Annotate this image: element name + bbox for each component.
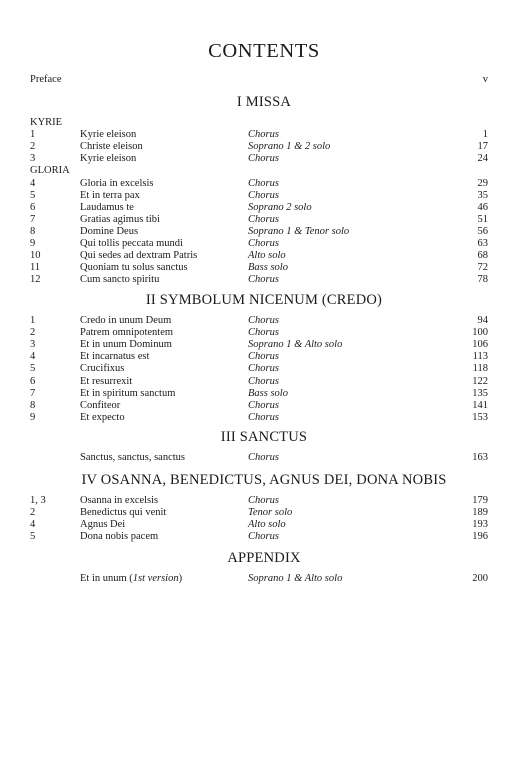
- section-title: IV OSANNA, BENEDICTUS, AGNUS DEI, DONA NOBIS: [81, 472, 447, 488]
- toc-entry[interactable]: [0, 531, 528, 543]
- entry-name: [80, 214, 160, 226]
- entry-name: [80, 363, 124, 375]
- entry-number: 8: [30, 399, 36, 411]
- toc-entry[interactable]: [0, 327, 528, 339]
- section-title: APPENDIX: [227, 550, 301, 566]
- entry-voice: Chorus: [248, 363, 279, 375]
- entry-voice: Soprano 1 & 2 solo: [248, 141, 331, 153]
- toc-entry[interactable]: [0, 129, 528, 141]
- entry-number: 7: [30, 213, 36, 225]
- entry-voice: Soprano 1 & Alto solo: [248, 573, 343, 584]
- toc-entry[interactable]: [0, 519, 528, 531]
- entry-note: 1st version: [132, 573, 179, 584]
- entry-name: [80, 388, 175, 400]
- toc-entry[interactable]: [0, 274, 528, 286]
- entry-number: 2: [30, 141, 36, 153]
- entry-number: 8: [30, 225, 36, 237]
- entry-voice: Chorus: [248, 153, 279, 165]
- entry-number: 6: [30, 375, 36, 387]
- preface-label: Preface: [30, 74, 62, 85]
- entry-number: 4: [30, 177, 36, 189]
- entry-voice: Chorus: [248, 129, 279, 141]
- toc-entry[interactable]: [0, 190, 528, 202]
- entry-number: 1: [30, 129, 36, 141]
- toc-entry[interactable]: [0, 202, 528, 214]
- entry-title: Kyrie eleison: [80, 129, 137, 141]
- entry-title: Kyrie eleison: [80, 153, 137, 165]
- entry-voice: Chorus: [248, 327, 279, 339]
- entry-page: 106: [472, 339, 488, 351]
- entry-title: Et in spiritum sanctum: [80, 387, 176, 399]
- entry-page: 51: [477, 213, 488, 225]
- entry-name: [80, 452, 185, 464]
- entry-voice: Soprano 1 & Alto solo: [248, 339, 343, 351]
- toc-entry[interactable]: [0, 388, 528, 400]
- entry-page: 122: [472, 375, 488, 387]
- entry-voice: Alto solo: [248, 250, 286, 262]
- entry-voice: Chorus: [248, 452, 279, 463]
- entry-voice: Soprano 2 solo: [248, 201, 312, 213]
- entry-name: [80, 202, 134, 214]
- toc-entry[interactable]: [0, 262, 528, 274]
- entry-title: Cum sancto spiritu: [80, 274, 160, 286]
- entry-name: [80, 412, 125, 424]
- page-title: CONTENTS: [208, 40, 320, 62]
- entry-number: 12: [30, 274, 41, 286]
- entry-page: 72: [477, 262, 488, 274]
- entry-number: 10: [30, 250, 41, 262]
- toc-entry[interactable]: [0, 141, 528, 153]
- toc-entry[interactable]: [0, 573, 528, 585]
- entry-page: 94: [477, 315, 488, 326]
- entry-name: [80, 141, 143, 153]
- entry-page: 56: [477, 225, 488, 237]
- entry-voice: Bass solo: [248, 262, 288, 274]
- entry-number: 1, 3: [30, 495, 46, 506]
- entry-title: Et in unum: [80, 573, 127, 584]
- entry-name: [80, 495, 158, 507]
- toc-entry[interactable]: [0, 400, 528, 412]
- entry-voice: Chorus: [248, 375, 279, 387]
- entry-page: 118: [472, 363, 488, 375]
- entry-title: Laudamus te: [80, 201, 134, 213]
- entry-number: 2: [30, 507, 36, 519]
- toc-entry[interactable]: [0, 178, 528, 190]
- entry-page: 68: [477, 250, 488, 262]
- entry-title: Et expecto: [80, 411, 125, 423]
- section-title: II SYMBOLUM NICENUM (CREDO): [145, 292, 383, 308]
- entry-title: Agnus Dei: [80, 519, 126, 531]
- preface-row: [30, 74, 488, 88]
- toc-entry[interactable]: [0, 315, 528, 327]
- entry-title: Benedictus qui venit: [80, 507, 167, 519]
- entry-page: 113: [472, 351, 488, 363]
- entry-number: 7: [30, 387, 36, 399]
- entry-number: 9: [30, 238, 36, 249]
- entry-number: 11: [30, 262, 41, 274]
- entry-name: [80, 250, 197, 262]
- entry-name: Et in unum (1st version): [80, 573, 183, 584]
- entry-name: [80, 178, 153, 190]
- entry-page: 29: [477, 177, 488, 189]
- entry-name: [80, 238, 183, 250]
- entry-voice: Chorus: [248, 411, 279, 423]
- entry-title: Credo in unum Deum: [80, 315, 172, 326]
- entry-number: 5: [30, 531, 36, 543]
- toc-entry[interactable]: [0, 238, 528, 250]
- entry-title: Et in terra pax: [80, 189, 140, 201]
- entry-title: Et in unum Dominum: [80, 339, 172, 351]
- toc-entry[interactable]: [0, 226, 528, 238]
- entry-page: 135: [472, 387, 488, 399]
- entry-page: 63: [477, 238, 488, 249]
- entry-title: Crucifixus: [80, 363, 125, 375]
- toc-entry[interactable]: [0, 214, 528, 226]
- toc-entry[interactable]: [0, 339, 528, 351]
- entry-title: Osanna in excelsis: [80, 495, 159, 506]
- entry-page: 24: [477, 153, 488, 165]
- entry-title: Qui sedes ad dextram Patris: [80, 250, 198, 262]
- entry-number: 4: [30, 351, 36, 363]
- entry-name: [80, 153, 136, 165]
- preface-page: v: [482, 74, 488, 85]
- entry-voice: Chorus: [248, 531, 279, 543]
- entry-name: [80, 519, 125, 531]
- group-label: KYRIE: [30, 117, 63, 128]
- entry-page: 179: [472, 495, 488, 506]
- entry-number: 3: [30, 339, 36, 351]
- entry-page: 189: [472, 507, 488, 519]
- entry-voice: Chorus: [248, 177, 279, 189]
- entry-name: [80, 129, 136, 141]
- entry-name: [80, 315, 171, 327]
- entry-voice: Chorus: [248, 315, 279, 326]
- entry-title: Confiteor: [80, 399, 121, 411]
- entry-page: 163: [472, 452, 488, 463]
- entry-page: 35: [477, 189, 488, 201]
- entry-voice: Chorus: [248, 495, 279, 506]
- entry-name: [80, 226, 138, 238]
- toc-entry[interactable]: [0, 351, 528, 363]
- entry-title: Et resurrexit: [80, 375, 133, 387]
- entry-page: 141: [472, 399, 488, 411]
- entry-title: Gloria in excelsis: [80, 177, 154, 189]
- entry-title: Dona nobis pacem: [80, 531, 159, 543]
- section-title: I MISSA: [236, 94, 292, 110]
- entry-page: 78: [477, 274, 488, 286]
- entry-number: 1: [30, 315, 36, 326]
- entry-name: [80, 351, 149, 363]
- toc-entry[interactable]: [0, 495, 528, 507]
- entry-name: [80, 262, 188, 274]
- toc-entry[interactable]: [0, 363, 528, 375]
- entry-number: 5: [30, 189, 36, 201]
- entry-number: 3: [30, 153, 36, 165]
- entry-voice: Chorus: [248, 274, 279, 286]
- entry-name: [80, 531, 158, 543]
- entry-title: Christe eleison: [80, 141, 143, 153]
- entry-voice: Tenor solo: [248, 507, 293, 519]
- entry-voice: Soprano 1 & Tenor solo: [248, 225, 350, 237]
- entry-voice: Chorus: [248, 213, 279, 225]
- entry-voice: Chorus: [248, 238, 279, 249]
- entry-number: 2: [30, 327, 36, 339]
- entry-page: 17: [477, 141, 488, 153]
- entry-name: [80, 274, 159, 286]
- entry-page: 100: [472, 327, 488, 339]
- entry-title: Qui tollis peccata mundi: [80, 238, 183, 249]
- entry-voice: Chorus: [248, 351, 279, 363]
- entry-title: Et incarnatus est: [80, 351, 150, 363]
- entry-voice: Chorus: [248, 189, 279, 201]
- entry-name: [80, 400, 120, 412]
- entry-title: Domine Deus: [80, 225, 139, 237]
- entry-title: Sanctus, sanctus, sanctus: [80, 452, 185, 463]
- entry-voice: Alto solo: [248, 519, 286, 531]
- toc-entry[interactable]: [0, 412, 528, 424]
- toc-entry[interactable]: [0, 250, 528, 262]
- entry-title: Quoniam tu solus sanctus: [80, 262, 188, 274]
- entry-page: 200: [472, 573, 488, 584]
- toc-entry[interactable]: [0, 376, 528, 388]
- section-title: III SANCTUS: [220, 429, 308, 445]
- group-label: GLORIA: [30, 165, 70, 177]
- entry-name: [80, 327, 173, 339]
- toc-entry[interactable]: [0, 153, 528, 165]
- entry-page: 1: [482, 129, 488, 141]
- entry-voice: Bass solo: [248, 387, 288, 399]
- entry-page: 153: [472, 411, 488, 423]
- toc-entry[interactable]: [0, 507, 528, 519]
- entry-page: 46: [477, 201, 488, 213]
- entry-page: 193: [472, 519, 488, 531]
- toc-entry[interactable]: [0, 452, 528, 464]
- entry-number: 6: [30, 201, 36, 213]
- entry-page: 196: [472, 531, 488, 543]
- entry-voice: Chorus: [248, 399, 279, 411]
- entry-title: Patrem omnipotentem: [80, 327, 174, 339]
- entry-number: 4: [30, 519, 36, 531]
- entry-name: [80, 376, 132, 388]
- entry-name: [80, 190, 140, 202]
- entry-name: [80, 339, 172, 351]
- entry-name: [80, 507, 166, 519]
- entry-number: 9: [30, 411, 36, 423]
- entry-title: Gratias agimus tibi: [80, 213, 160, 225]
- entry-number: 5: [30, 363, 36, 375]
